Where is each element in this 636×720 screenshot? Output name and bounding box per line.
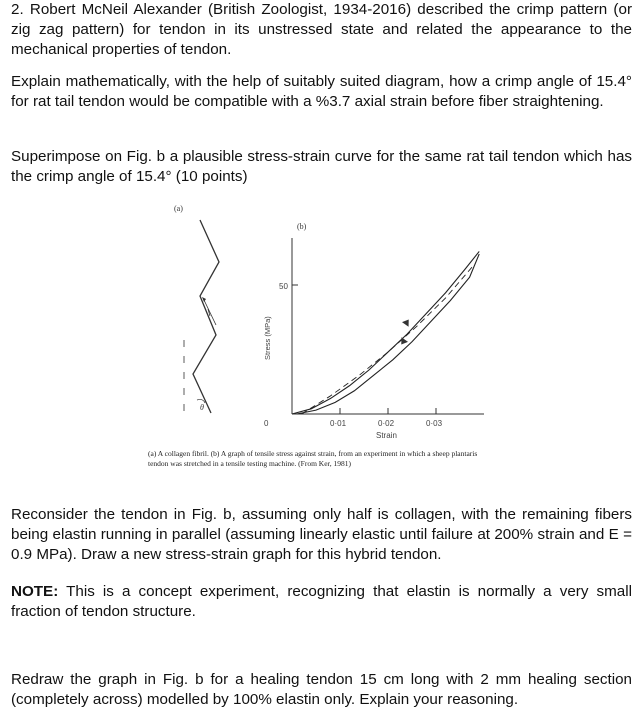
curve-dashed [302, 264, 475, 414]
superimpose-paragraph: Superimpose on Fig. b a plausible stress-strain curve for the same rat tail tendon which has the crimp angle of 15.4° (10 points) [11, 148, 632, 185]
curve-solid-loading [292, 251, 479, 414]
panel-b-label: (b) [297, 222, 307, 231]
note-paragraph: NOTE: This is a concept experiment, recognizing that elastin is normally a very small fraction of tendon structure. [11, 583, 632, 620]
theta-label: θ [200, 403, 204, 412]
panel-a-label: (a) [174, 204, 183, 213]
x-tick-label: 0·01 [330, 419, 347, 428]
curves [292, 251, 479, 414]
x-tick-label: 0·02 [378, 419, 395, 428]
x-tick-label: 0·03 [426, 419, 443, 428]
explain-crimp-paragraph: Explain mathematically, with the help of suitably suited diagram, how a crimp angle of 15.4° for rat tail tendon would be compatible with a %3.7 axial strain before fiber straightening. [11, 73, 632, 110]
origin-label: 0 [264, 419, 269, 428]
y-tick-label-50: 50 [279, 282, 288, 291]
healing-tendon-paragraph: Redraw the graph in Fig. b for a healing tendon 15 cm long with 2 mm healing section (completely across) modelled by 100% elastin only. Explain your reasoning. [11, 671, 632, 708]
note-label: NOTE: [11, 583, 59, 600]
x-axis-label: Strain [376, 431, 397, 440]
loading-arrow [402, 317, 412, 327]
hybrid-tendon-paragraph: Reconsider the tendon in Fig. b, assuming only half is collagen, with the remaining fibers being elastin running in parallel (assuming linearly elastic until failure at 200% strain and E = 0.9 MPa). Draw a new stress-strain graph for this hybrid tendon. [11, 506, 632, 563]
question-intro-paragraph: 2. Robert McNeil Alexander (British Zoologist, 1934-2016) described the crimp pattern (or zig zag pattern) for tendon in its unstressed state and related the appearance to the mechanical properties of tendon. [11, 1, 632, 58]
figure-caption: (a) A collagen fibril. (b) A graph of tensile stress against strain, from an experiment in which a sheep plantaris tendon was stretched in a tensile testing machine. (From Ker, 1981) [148, 449, 478, 468]
crimp-zigzag [193, 220, 219, 413]
x-ticks [330, 408, 443, 428]
curve-solid-unloading [297, 254, 479, 414]
y-axis-label: Stress (MPa) [263, 316, 272, 360]
